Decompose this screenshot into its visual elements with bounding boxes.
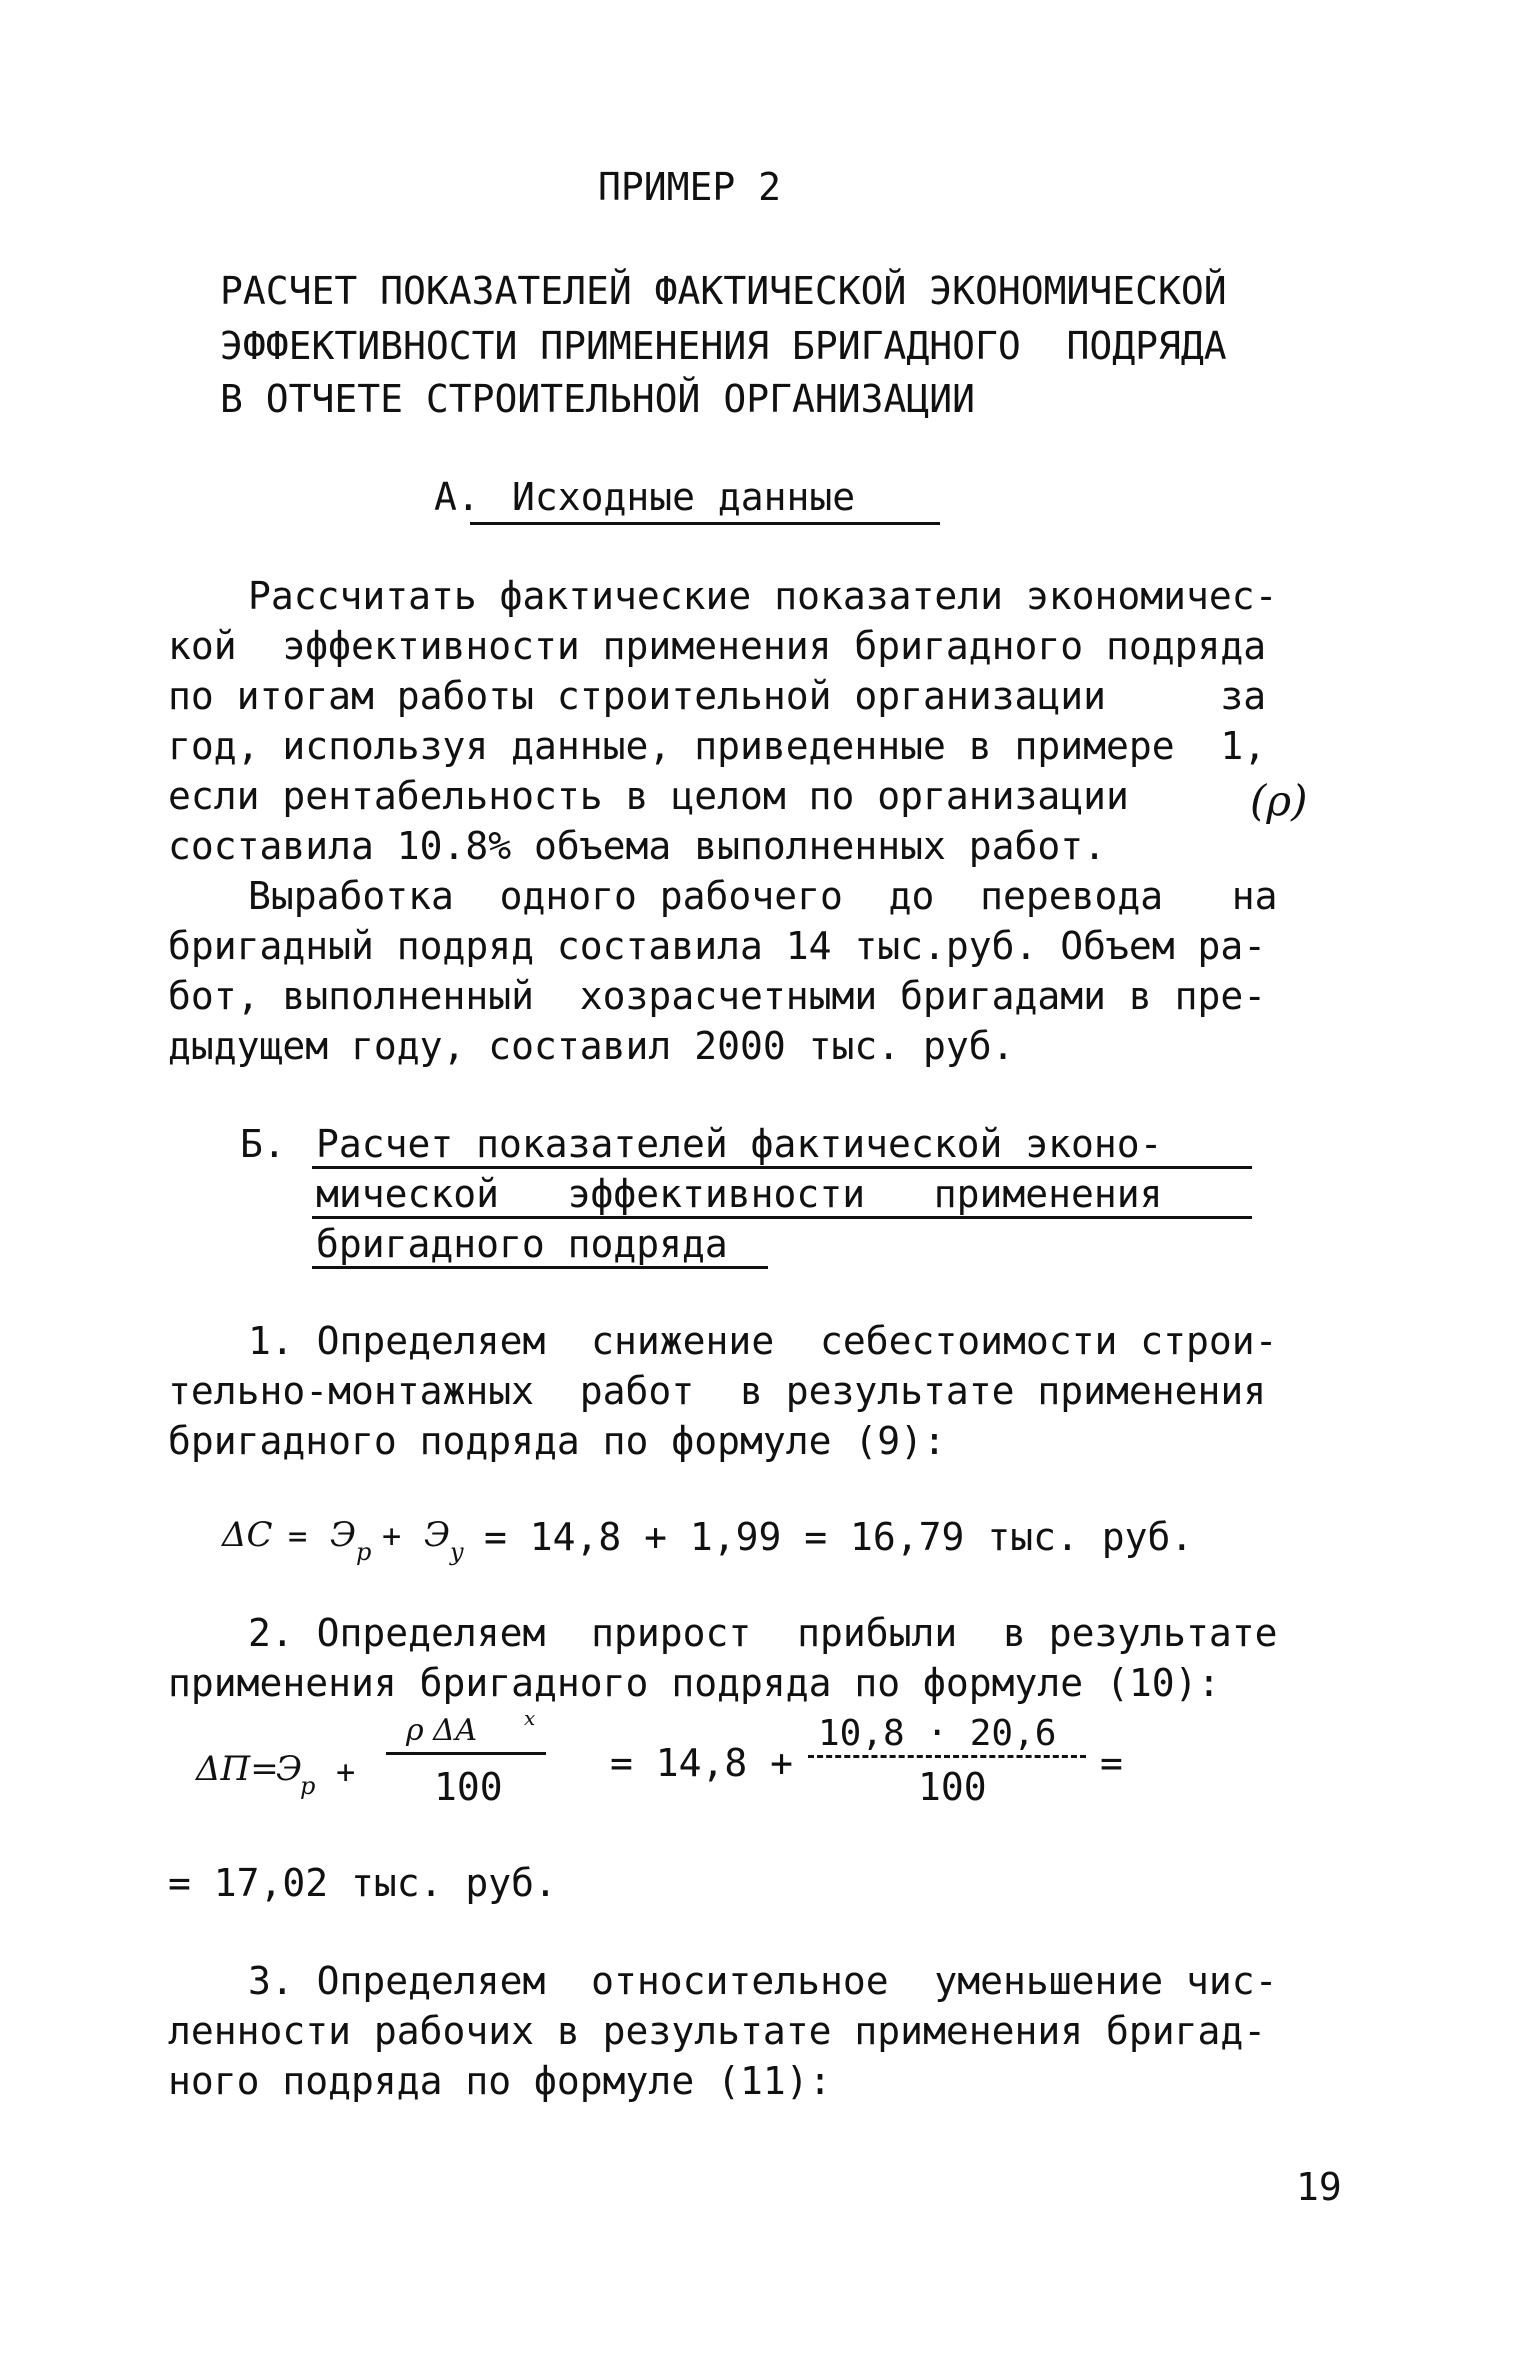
- para1-line-4: год, используя данные, приведенные в примере 1,: [168, 724, 1267, 768]
- formula2-frac1-den: 100: [434, 1765, 503, 1809]
- example-label: ПРИМЕР 2: [598, 165, 782, 209]
- para2-line-2: бригадный подряд составила 14 тыс.руб. Объем ра-: [168, 924, 1267, 968]
- step3-line-2: ленности рабочих в результате применения бригад-: [168, 2009, 1267, 2053]
- formula1-term2-sub: у: [450, 1538, 464, 1566]
- para1-line-6: составила 10.8% объема выполненных работ.: [168, 824, 1106, 868]
- para1-line-3: по итогам работы строительной организации за: [168, 674, 1267, 718]
- section-b-underline-1: [312, 1166, 1252, 1169]
- title-line-1: РАСЧЕТ ПОКАЗАТЕЛЕЙ ФАКТИЧЕСКОЙ ЭКОНОМИЧЕСКОЙ: [220, 269, 1227, 313]
- para2-line-1: Выработка одного рабочего до перевода на: [248, 874, 1278, 918]
- formula2-frac2-bar: [808, 1755, 1086, 1758]
- para1-line-5: если рентабельность в целом по организации: [168, 774, 1129, 818]
- section-b-heading-line-3: бригадного подряда: [316, 1222, 728, 1266]
- formula2-middle: = 14,8 +: [610, 1741, 794, 1785]
- formula2-frac1-sup: x: [524, 1706, 536, 1730]
- section-b-underline-3: [312, 1266, 768, 1269]
- step3-line-3: ного подряда по формуле (11):: [168, 2059, 832, 2103]
- formula1-term1: Э: [330, 1515, 357, 1555]
- section-b-underline-2: [312, 1216, 1252, 1219]
- title-line-2: ЭФФЕКТИВНОСТИ ПРИМЕНЕНИЯ БРИГАДНОГО ПОДРЯДА: [220, 324, 1227, 368]
- step3-line-1: 3. Определяем относительное уменьшение чис-: [248, 1959, 1278, 2003]
- section-b-letter: Б.: [240, 1122, 286, 1166]
- para1-line-1: Рассчитать фактические показатели экономичес-: [248, 574, 1278, 618]
- rho-symbol: (ρ): [1250, 776, 1308, 825]
- para1-line-2: кой эффективности применения бригадного подряда: [168, 624, 1267, 668]
- formula2-lhs: ΔП=: [196, 1749, 279, 1789]
- formula2-frac1-bar: [386, 1752, 546, 1755]
- formula2-term1-sub: р: [300, 1772, 316, 1800]
- formula2-tail-eq: =: [1100, 1741, 1123, 1785]
- step2-line-2: применения бригадного подряда по формуле (10):: [168, 1661, 1221, 1705]
- page-number: 19: [1296, 2165, 1342, 2209]
- formula1-lhs: ΔС: [222, 1515, 273, 1555]
- formula2-plus: +: [336, 1753, 356, 1791]
- section-a-underline: [470, 522, 940, 525]
- formula1-rest: = 14,8 + 1,99 = 16,79 тыс. руб.: [484, 1515, 1194, 1559]
- formula1-plus: +: [382, 1517, 402, 1555]
- step1-line-2: тельно-монтажных работ в результате применения: [168, 1369, 1267, 1413]
- step1-line-1: 1. Определяем снижение себестоимости строи-: [248, 1319, 1278, 1363]
- formula2-term1: Э: [276, 1749, 303, 1789]
- formula1-term2: Э: [424, 1515, 451, 1555]
- section-a-heading: Исходные данные: [512, 475, 856, 519]
- formula1-term1-sub: р: [356, 1538, 372, 1566]
- step2-line-1: 2. Определяем прирост прибыли в результате: [248, 1611, 1278, 1655]
- section-b-heading-line-2: мической эффективности применения: [316, 1172, 1163, 1216]
- formula1-eq: =: [288, 1517, 308, 1555]
- formula2-frac2-num: 10,8 · 20,6: [818, 1713, 1057, 1754]
- step1-line-3: бригадного подряда по формуле (9):: [168, 1419, 946, 1463]
- para2-line-3: бот, выполненный хозрасчетными бригадами в пре-: [168, 974, 1267, 1018]
- para2-line-4: дыдущем году, составил 2000 тыс. руб.: [168, 1024, 1015, 1068]
- formula2-frac1-num: ρ ΔА: [406, 1713, 478, 1748]
- formula2-result: = 17,02 тыс. руб.: [168, 1861, 557, 1905]
- formula2-frac2-den: 100: [918, 1765, 987, 1809]
- section-a-letter: А.: [434, 475, 480, 519]
- title-line-3: В ОТЧЕТЕ СТРОИТЕЛЬНОЙ ОРГАНИЗАЦИИ: [220, 377, 975, 421]
- section-b-heading-line-1: Расчет показателей фактической эконо-: [316, 1122, 1163, 1166]
